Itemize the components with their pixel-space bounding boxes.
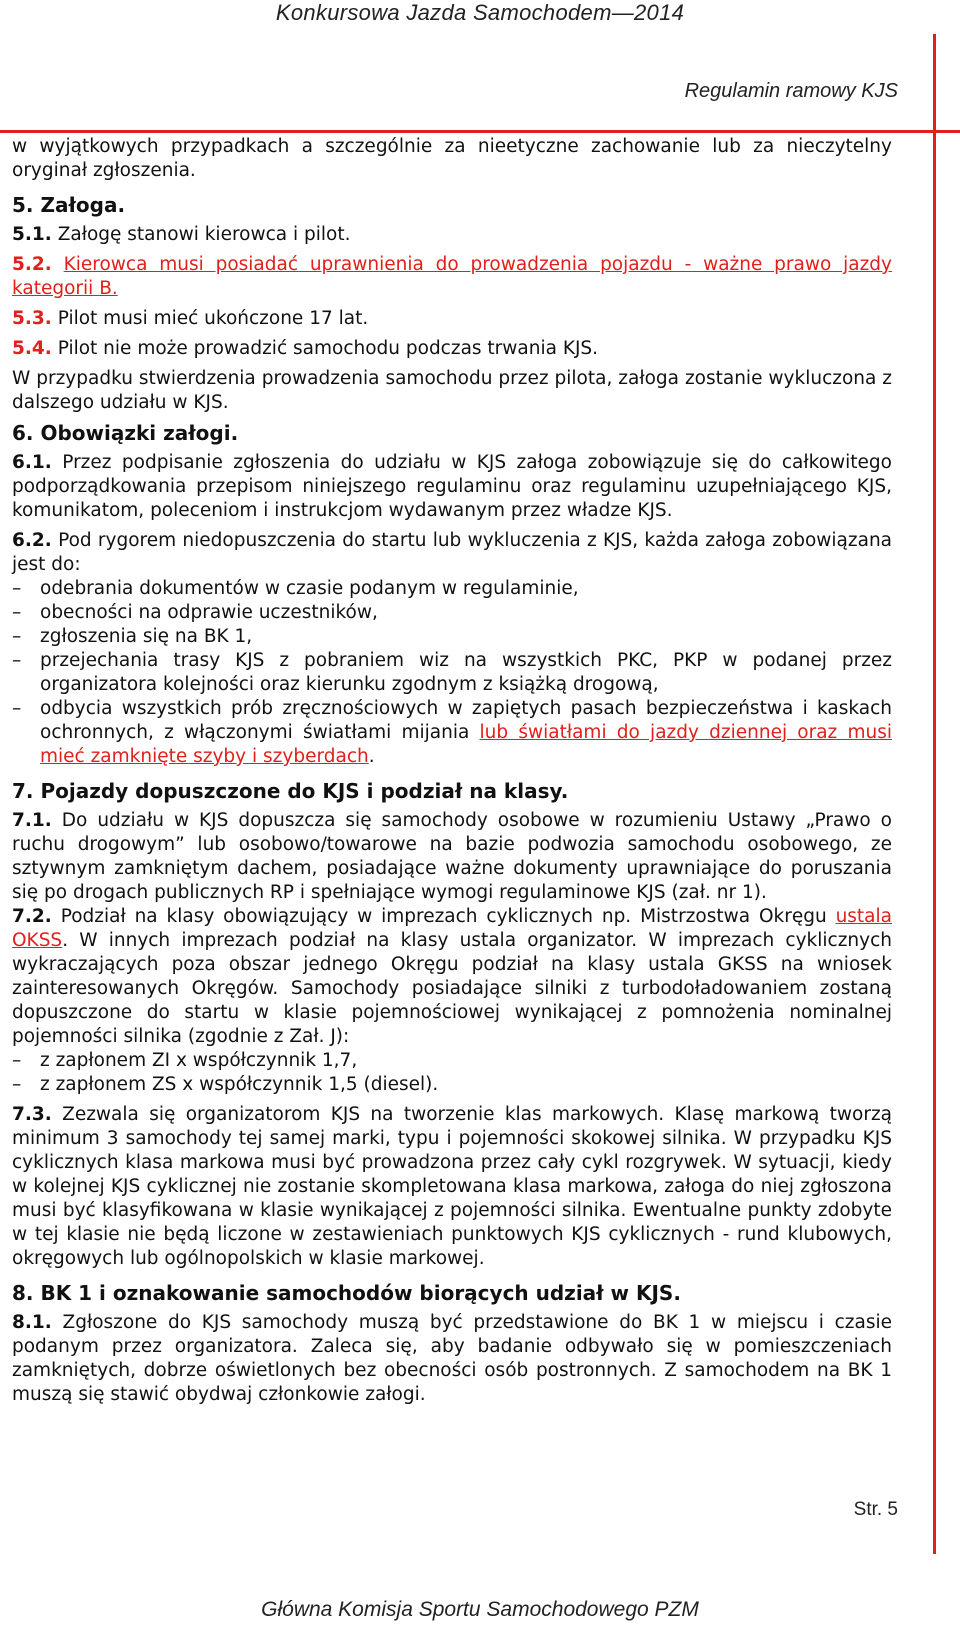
paragraph-number: 6.2.	[12, 530, 52, 551]
list-item-text: zgłoszenia się na BK 1,	[40, 626, 253, 647]
paragraph-number: 7.2.	[12, 906, 52, 927]
paragraph-7-3	[12, 1103, 892, 1271]
paragraph-number: 5.2.	[12, 254, 52, 275]
list-item-text: odebrania dokumentów w czasie podanym w regulaminie,	[40, 578, 579, 599]
paragraph-6-1	[12, 451, 892, 523]
list-item-text: obecności na odprawie uczestników,	[40, 602, 378, 623]
paragraph-5-4	[12, 337, 892, 361]
list-item	[12, 697, 892, 769]
paragraph-text: Do udziału w KJS dopuszcza się samochody osobowe w rozumieniu Ustawy „Prawo o ruchu drogowym” lub osobowo/towarowe na bazie podwozia samochodu osobowego, ze sztywnym zamkniętym dachem, posiadające ważne dokumenty uprawniające do poruszania się po drogach publicznych RP i spełniające wymogi regulaminowe KJS (zał. nr 1).	[12, 810, 892, 903]
paragraph-text: Kierowca musi posiadać uprawnienia do prowadzenia pojazdu - ważne prawo jazdy kategorii B.	[12, 254, 892, 299]
paragraph-5-4-continued: W przypadku stwierdzenia prowadzenia samochodu przez pilota, załoga zostanie wykluczona z dalszego udziału w KJS.	[12, 368, 892, 413]
dash-bullet: –	[12, 1074, 22, 1095]
document-footer: Główna Komisja Sportu Samochodowego PZM	[261, 1598, 699, 1621]
intro-paragraph: w wyjątkowych przypadkach a szczególnie za nieetyczne zachowanie lub za nieczytelny oryginał zgłoszenia.	[12, 136, 892, 181]
section-7-heading: 7. Pojazdy dopuszczone do KJS i podział na klasy.	[12, 779, 569, 803]
paragraph-5-2	[12, 253, 892, 301]
list-item	[12, 1073, 892, 1097]
paragraph-number: 5.1.	[12, 224, 52, 245]
dash-bullet: –	[12, 626, 22, 647]
dash-bullet: –	[12, 1050, 22, 1071]
section-6-heading: 6. Obowiązki załogi.	[12, 421, 239, 445]
paragraph-number: 5.4.	[12, 338, 52, 359]
turbo-multiplier-list	[12, 1049, 892, 1097]
paragraph-5-1	[12, 223, 892, 247]
list-item-text: przejechania trasy KJS z pobraniem wiz na wszystkich PKC, PKP w podanej przez organizatora kolejności oraz kierunku zgodnym z książką drogową,	[40, 650, 892, 695]
paragraph-number: 8.1.	[12, 1312, 52, 1333]
paragraph-7-2	[12, 905, 892, 1049]
dash-bullet: –	[12, 578, 22, 599]
paragraph-text: Pilot musi mieć ukończone 17 lat.	[57, 308, 369, 329]
section-5-heading: 5. Załoga.	[12, 193, 126, 217]
list-item-end: .	[368, 746, 375, 767]
paragraph-text: Pilot nie może prowadzić samochodu podczas trwania KJS.	[57, 338, 599, 359]
paragraph-6-2	[12, 529, 892, 577]
paragraph-number: 5.3.	[12, 308, 52, 329]
section-8-heading: 8. BK 1 i oznakowanie samochodów biorących udział w KJS.	[12, 1281, 681, 1305]
list-item-text: z zapłonem ZS x współczynnik 1,5 (diesel).	[40, 1074, 439, 1095]
list-item	[12, 649, 892, 697]
paragraph-text: Zgłoszone do KJS samochody muszą być przedstawione do BK 1 w miejscu i czasie podanym przez organizatora. Zaleca się, aby badanie odbywało się w pomieszczeniach zamkniętych, dobrze oświetlonych bez obecności osób postronnych. Z samochodem na BK 1 muszą się stawić obydwaj członkowie załogi.	[12, 1312, 892, 1405]
document-header-subtitle: Regulamin ramowy KJS	[684, 80, 898, 102]
document-body	[12, 135, 892, 1407]
header-rule	[0, 130, 960, 133]
paragraph-text: Zezwala się organizatorom KJS na tworzenie klas markowych. Klasę markową tworzą minimum 3 samochody tej samej marki, typu i pojemności skokowej silnika. W przypadku KJS cyklicznych klasa markowa musi być prowadzona przez cały cykl rozgrywek. W sytuacji, kiedy w kolejnej KJS cyklicznej nie zostanie skompletowana klasa markowa, załoga do niej zgłoszona musi być klasyfikowana w klasie wynikającej z pojemności silnika. Ewentualne punkty zdobyte w tej klasie nie będą liczone w zestawieniach punktowych KJS cyklicznych - rund klubowych, okręgowych lub ogólnopolskich w klasie markowej.	[12, 1104, 892, 1269]
list-item-text: odbycia wszystkich prób zręcznościowych w zapiętych pasach bezpieczeństwa i kaskach ochronnych, z włączonymi światłami mijania	[40, 698, 892, 743]
dash-bullet: –	[12, 602, 22, 623]
document-header-title: Konkursowa Jazda Samochodem—2014	[275, 0, 685, 25]
list-item	[12, 601, 892, 625]
paragraph-text: Przez podpisanie zgłoszenia do udziału w KJS załoga zobowiązuje się do całkowitego podporządkowania przepisom niniejszego regulaminu oraz regulaminu uzupełniającego KJS, komunikatom, poleceniom i instrukcjom wydawanym przez władze KJS.	[12, 452, 892, 521]
dash-bullet: –	[12, 650, 22, 671]
list-item-amendment: lub światłami do jazdy dziennej oraz musi mieć zamknięte szyby i szyberdach	[40, 722, 892, 767]
list-item-text: z zapłonem ZI x współczynnik 1,7,	[40, 1050, 358, 1071]
obligations-list	[12, 577, 892, 769]
paragraph-text: Załogę stanowi kierowca i pilot.	[57, 224, 351, 245]
paragraph-number: 7.1.	[12, 810, 52, 831]
dash-bullet: –	[12, 698, 22, 719]
paragraph-7-1	[12, 809, 892, 905]
list-item	[12, 1049, 892, 1073]
paragraph-text: Podział na klasy obowiązujący w imprezach cyklicznych np. Mistrzostwa Okręgu	[60, 906, 836, 927]
list-item	[12, 577, 892, 601]
page-number: Str. 5	[853, 1499, 898, 1520]
paragraph-text-continued: . W innych imprezach podział na klasy ustala organizator. W imprezach cyklicznych wykraczających poza obszar jednego Okręgu podział na klasy ustala GKSS na wniosek zainteresowanych Okręgów. Samochody posiadające silniki z turbodoładowaniem zostaną dopuszczone do startu w klasie pojemnościowej wynikającej z pomnożenia nominalnej pojemności silnika (zgodnie z Zał. J):	[12, 930, 892, 1047]
paragraph-number: 7.3.	[12, 1104, 52, 1125]
margin-rule	[933, 34, 936, 1554]
paragraph-text: Pod rygorem niedopuszczenia do startu lub wykluczenia z KJS, każda załoga zobowiązana jest do:	[12, 530, 892, 575]
paragraph-8-1	[12, 1311, 892, 1407]
paragraph-number: 6.1.	[12, 452, 52, 473]
list-item	[12, 625, 892, 649]
paragraph-5-3	[12, 307, 892, 331]
paragraph-amendment: ustala OKSS	[12, 906, 892, 951]
